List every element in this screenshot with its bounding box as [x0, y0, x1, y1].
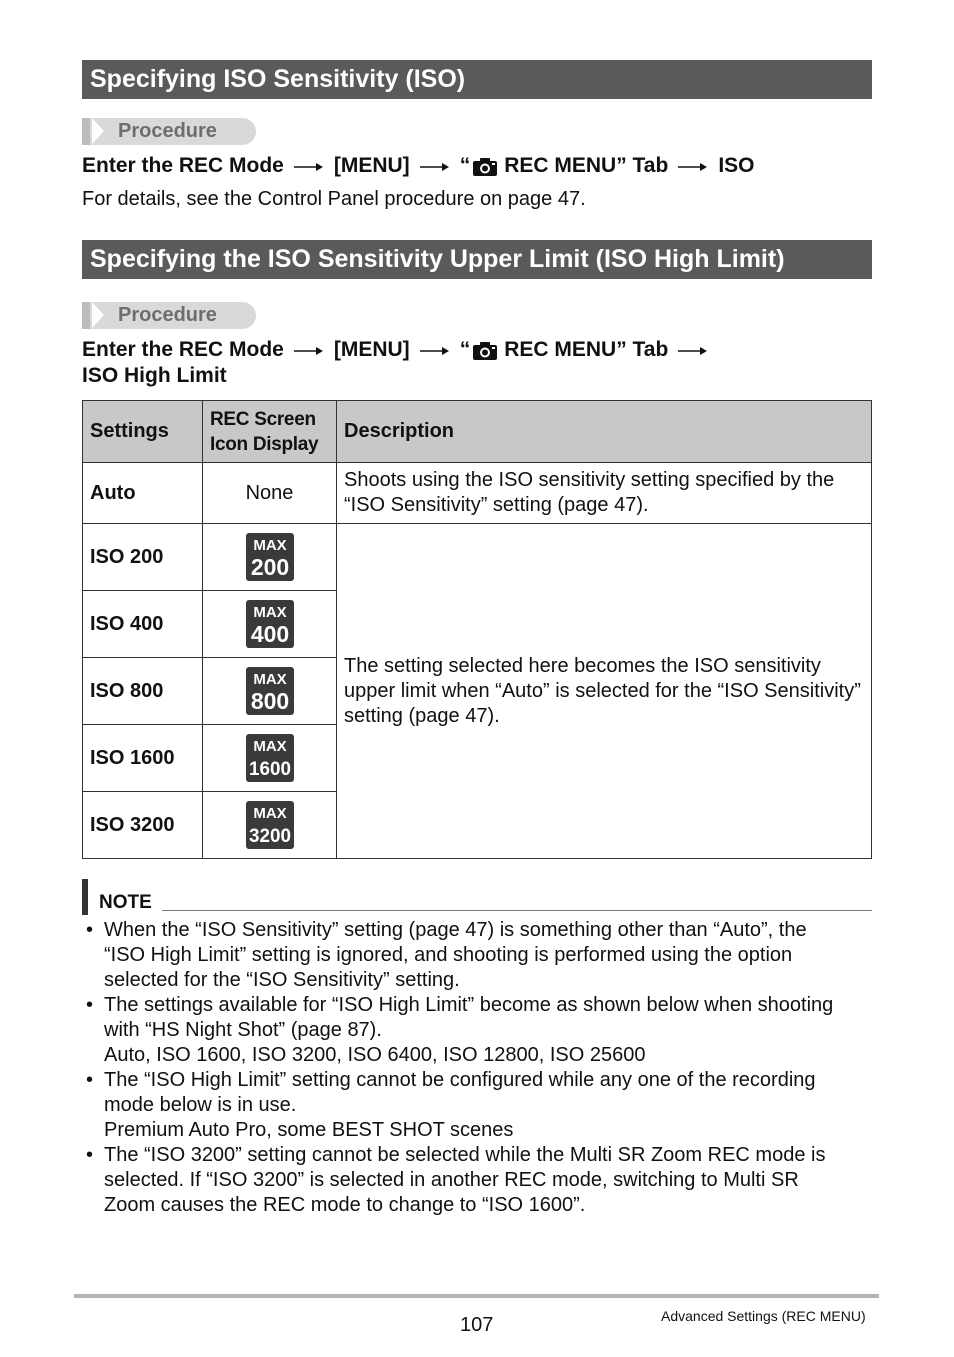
shared-description: The setting selected here becomes the ISO sensitivity upper limit when “Auto” is selected for the “ISO Sensitivity” setting (page 47).	[337, 524, 872, 859]
max-3200-icon	[246, 801, 294, 849]
note-item: The “ISO 3200” setting cannot be selected while the Multi SR Zoom REC mode is selected. If “ISO 3200” is selected in another REC mode, switching to Multi SR Zoom causes the REC mode to change to “ISO 1600”.	[104, 1144, 826, 1216]
footer-divider	[74, 1294, 879, 1298]
note-label: NOTE	[99, 892, 152, 913]
right-arrow-icon	[420, 162, 450, 172]
svg-text:3200: 3200	[248, 826, 291, 847]
setting-name: ISO 400	[83, 591, 203, 658]
svg-text:400: 400	[250, 621, 289, 647]
camera-icon	[472, 341, 498, 361]
bullet-icon: •	[86, 994, 94, 1016]
setting-name: ISO 1600	[83, 725, 203, 792]
path-quote: “	[459, 154, 471, 177]
note-item: When the “ISO Sensitivity” setting (page 47) is something other than “Auto”, the “ISO High Limit” setting is ignored, and shooting is performed using the option selected for the “ISO Sensitivity” setting.	[104, 919, 807, 991]
setting-name: Auto	[83, 463, 203, 524]
section-title-iso: Specifying ISO Sensitivity (ISO)	[82, 60, 872, 99]
path-menu: [MENU]	[333, 154, 410, 177]
right-arrow-icon	[420, 346, 450, 356]
icon-display-text: None	[203, 463, 337, 524]
header-rec-screen-line2: Icon Display	[210, 433, 319, 455]
procedure-tag	[82, 302, 256, 329]
procedure-tag	[82, 118, 256, 145]
header-settings: Settings	[83, 401, 203, 463]
header-description: Description	[337, 401, 872, 463]
note-item: The “ISO High Limit” setting cannot be configured while any one of the recording mode below is in use. Premium Auto Pro, some BEST SHOT scenes	[104, 1069, 816, 1141]
right-arrow-icon	[294, 346, 324, 356]
table-row	[83, 524, 872, 591]
path-tab: REC MENU” Tab	[504, 338, 669, 361]
path-item: ISO High Limit	[82, 364, 227, 387]
max-1600-icon	[246, 734, 294, 782]
svg-text:800: 800	[250, 688, 289, 714]
detail-text: For details, see the Control Panel procedure on page 47.	[82, 188, 586, 210]
path-mode: Enter the REC Mode	[82, 338, 284, 361]
procedure-label: Procedure	[118, 120, 217, 142]
path-mode: Enter the REC Mode	[82, 154, 284, 177]
procedure-path	[82, 154, 755, 178]
max-200-icon	[246, 533, 294, 581]
bullet-icon: •	[86, 1069, 94, 1091]
path-item: ISO	[718, 154, 755, 177]
max-800-icon	[246, 667, 294, 715]
setting-name: ISO 200	[83, 524, 203, 591]
right-arrow-icon	[678, 346, 708, 356]
path-tab: REC MENU” Tab	[504, 154, 669, 177]
chapter-title: Advanced Settings (REC MENU)	[661, 1308, 866, 1324]
path-menu: [MENU]	[333, 338, 410, 361]
path-quote: “	[459, 338, 471, 361]
bullet-icon: •	[86, 919, 94, 941]
right-arrow-icon	[294, 162, 324, 172]
header-rec-screen-line1: REC Screen	[210, 408, 316, 430]
svg-text:200: 200	[250, 554, 289, 580]
setting-name: ISO 800	[83, 658, 203, 725]
svg-text:MAX: MAX	[252, 805, 287, 822]
svg-text:MAX: MAX	[252, 537, 287, 554]
procedure-path	[82, 338, 718, 362]
header-rec-screen	[203, 401, 337, 463]
setting-name: ISO 3200	[83, 792, 203, 859]
table-row	[83, 463, 872, 524]
svg-text:1600: 1600	[248, 759, 291, 780]
svg-text:MAX: MAX	[252, 604, 287, 621]
procedure-label: Procedure	[118, 304, 217, 326]
note-divider	[162, 910, 872, 911]
right-arrow-icon	[678, 162, 708, 172]
section-title-iso-high-limit: Specifying the ISO Sensitivity Upper Limit (ISO High Limit)	[82, 240, 872, 279]
page-number: 107	[460, 1314, 494, 1336]
max-400-icon	[246, 600, 294, 648]
table-header-row	[83, 401, 872, 463]
camera-icon	[472, 157, 498, 177]
svg-text:MAX: MAX	[252, 671, 287, 688]
note-item: The settings available for “ISO High Limit” become as shown below when shooting with “HS Night Shot” (page 87). Auto, ISO 1600, ISO 3200, ISO 6400, ISO 12800, ISO 25600	[104, 994, 834, 1066]
bullet-icon: •	[86, 1144, 94, 1166]
setting-description: Shoots using the ISO sensitivity setting specified by the “ISO Sensitivity” setting (page 47).	[337, 463, 872, 524]
svg-text:MAX: MAX	[252, 738, 287, 755]
note-marker	[82, 879, 88, 915]
iso-high-limit-table	[82, 400, 872, 859]
